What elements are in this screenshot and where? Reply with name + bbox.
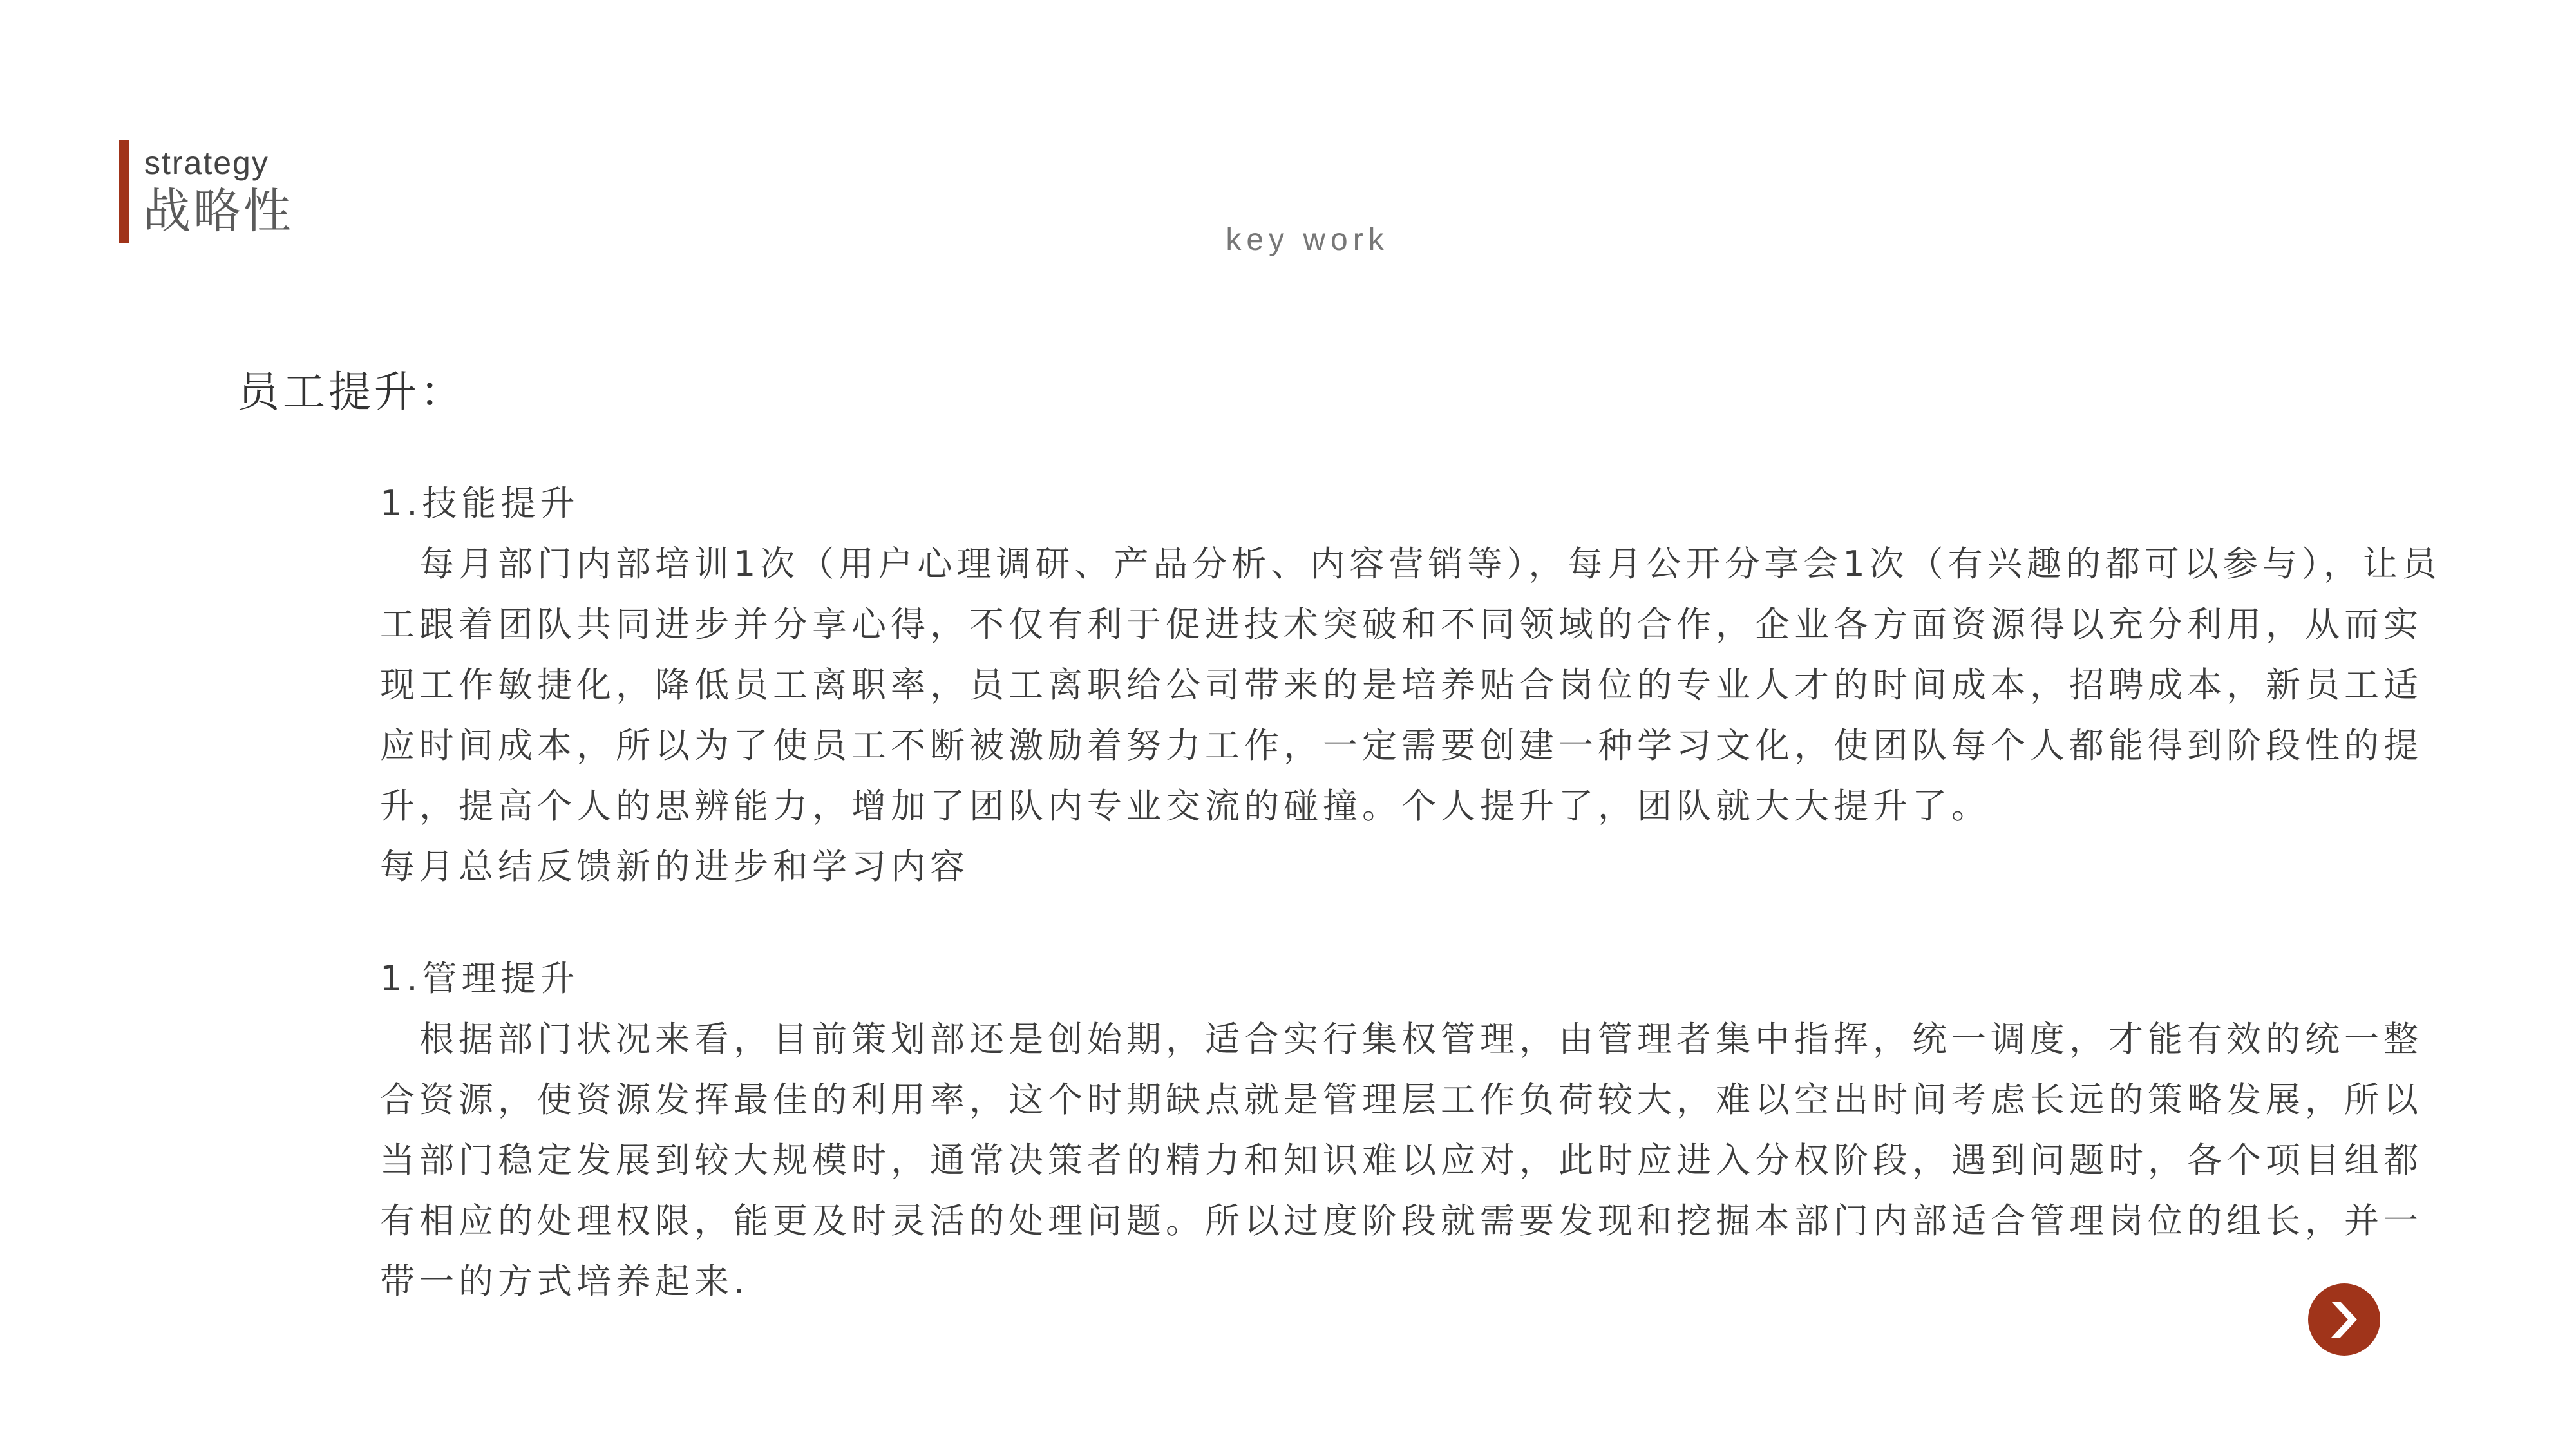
- skill-section-title: 1.技能提升: [380, 483, 580, 524]
- section-label-en: strategy: [144, 145, 269, 181]
- skill-section: [380, 473, 2460, 897]
- management-section-title: 1.管理提升: [380, 958, 580, 999]
- skill-section-text: 每月部门内部培训1次（用户心理调研、产品分析、内容营销等），每月公开分享会1次（有兴趣的都可以参与），让员工跟着团队共同进步并分享心得，不仅有利于促进技术突破和不同领域的合作，企业各方面资源得以充分利用，从而实现工作敏捷化，降低员工离职率，员工离职给公司带来的是培养贴合岗位的专业人才的时间成本，招聘成本，新员工适应时间成本，所以为了使员工不断被激励着努力工作，一定需要创建一种学习文化，使团队每个人都能得到阶段性的提升，提高个人的思辨能力，增加了团队内专业交流的碰撞。个人提升了，团队就大大提升了。: [380, 544, 2441, 826]
- skill-section-note: 每月总结反馈新的进步和学习内容: [380, 846, 969, 887]
- chevron-right-icon: [2308, 1283, 2380, 1356]
- management-section-text: 根据部门状况来看，目前策划部还是创始期，适合实行集权管理，由管理者集中指挥，统一调度，才能有效的统一整合资源，使资源发挥最佳的利用率，这个时期缺点就是管理层工作负荷较大，难以空出时间考虑长远的策略发展，所以当部门稳定发展到较大规模时，通常决策者的精力和知识难以应对，此时应进入分权阶段，遇到问题时，各个项目组都有相应的处理权限，能更及时灵活的处理问题。所以过度阶段就需要发现和挖掘本部门内部适合管理岗位的组长，并一带一的方式培养起来.: [380, 1019, 2423, 1302]
- skill-section-body: [380, 534, 2460, 837]
- content-body: [380, 473, 2460, 1312]
- next-page-button[interactable]: [2308, 1283, 2380, 1356]
- section-accent-bar: [119, 140, 129, 243]
- section-label-cn: 战略性: [143, 184, 294, 239]
- page-heading: 员工提升：: [237, 367, 466, 417]
- management-section-body: [380, 1009, 2460, 1312]
- page-subtitle: key work: [1226, 223, 1389, 257]
- management-section: [380, 949, 2460, 1312]
